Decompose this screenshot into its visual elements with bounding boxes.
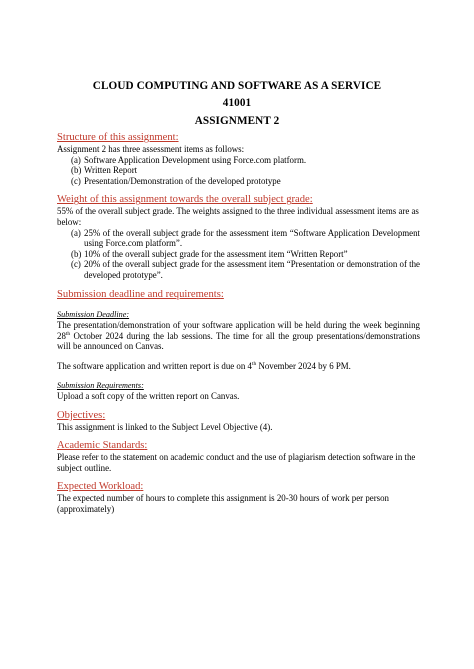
structure-heading: Structure of this assignment: (57, 132, 179, 143)
objectives-section (57, 410, 420, 433)
requirements-text: Upload a soft copy of the written report on Canvas. (57, 391, 240, 402)
weight-intro: 55% of the overall subject grade. The weights assigned to the three individual assessment items are as below: (57, 206, 419, 227)
submission-section (57, 289, 420, 402)
due-date-paragraph: The software application and written report is due on 4th November 2024 by 6 PM. (57, 360, 351, 371)
structure-intro: Assignment 2 has three assessment items as follows: (57, 144, 245, 154)
workload-heading: Expected Workload: (57, 481, 144, 493)
weight-heading: Weight of this assignment towards the overall subject grade: (57, 194, 313, 206)
objectives-text: This assignment is linked to the Subject Level Objective (4). (57, 421, 273, 432)
workload-section (57, 481, 420, 514)
assignment-title: ASSIGNMENT 2 (194, 115, 280, 127)
list-item: (c) 20% of the overall subject grade for the assessment item “Presentation or demonstration of the developed prototype”. (71, 259, 420, 280)
structure-list (57, 155, 420, 187)
weight-list (57, 228, 420, 281)
deadline-paragraph: The presentation/demonstration of your software application will be held during the week beginning 28th October 2024 during the lab sessions. The time for all the group presentations/demonstrations will be announced on Canvas. (57, 320, 420, 352)
weight-section (57, 194, 420, 280)
list-item: (a) Software Application Development using Force.com platform. (71, 154, 307, 165)
objectives-heading: Objectives: (57, 409, 106, 421)
list-item: (b) Written Report (71, 165, 138, 176)
document-body (57, 132, 420, 515)
academic-section (57, 440, 420, 473)
list-item: (b) 10% of the overall subject grade for the assessment item “Written Report” (71, 248, 348, 259)
list-item: (a) 25% of the overall subject grade for the assessment item “Software Application Development using Force.com platform”. (71, 227, 420, 249)
subject-code: 41001 (222, 97, 252, 109)
workload-text: The expected number of hours to complete this assignment is 20-30 hours of work per person (approximately) (57, 493, 389, 515)
requirements-label: Submission Requirements: (57, 380, 144, 390)
structure-section (57, 132, 420, 186)
submission-heading: Submission deadline and requirements: (57, 288, 224, 300)
list-item: (c) Presentation/Demonstration of the developed prototype (71, 175, 281, 186)
deadline-label: Submission Deadline: (57, 309, 130, 319)
academic-text: Please refer to the statement on academic conduct and the use of plagiarism detection software in the subject outline. (57, 452, 416, 473)
document-title: CLOUD COMPUTING AND SOFTWARE AS A SERVICE (92, 80, 382, 92)
academic-heading: Academic Standards: (57, 440, 148, 452)
